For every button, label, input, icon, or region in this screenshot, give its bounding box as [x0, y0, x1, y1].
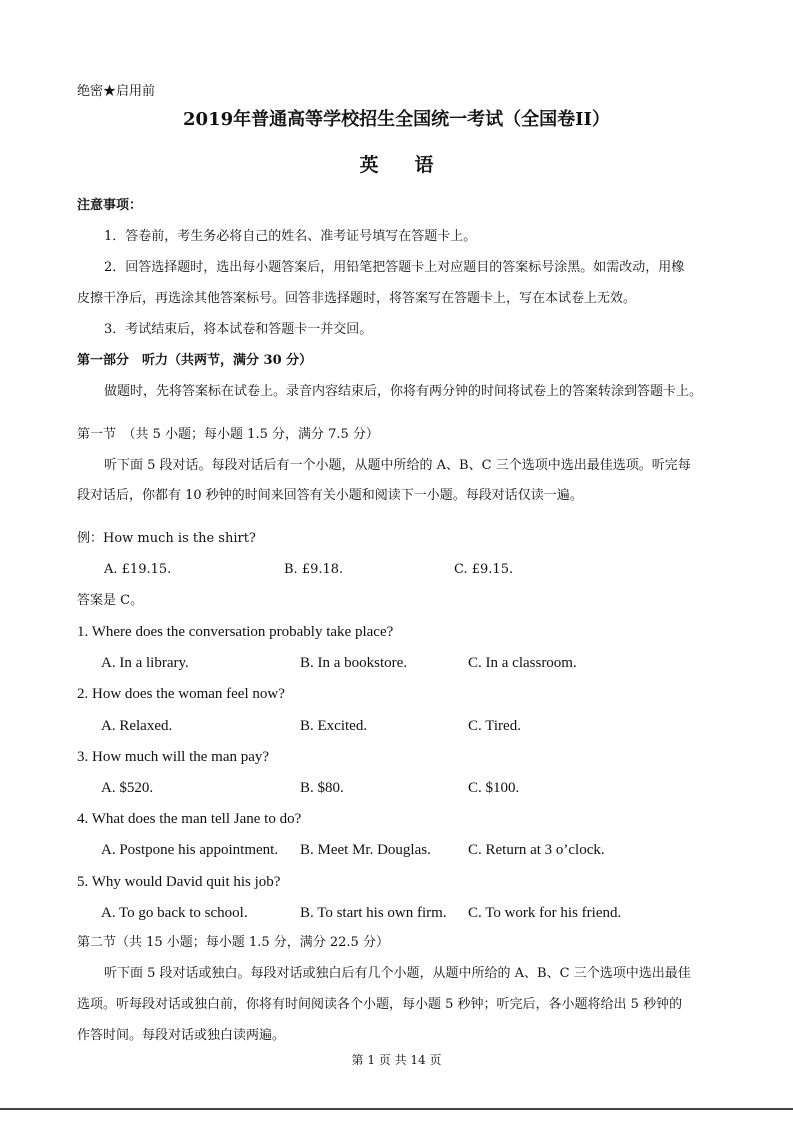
- subject-char-2: 语: [414, 154, 434, 176]
- section2-instruction-line-2: 选项。听每段对话或独白前，你将有时间阅读各个小题，每小题 5 秒钟；听完后，各小题将给出 5 秒钟的: [77, 997, 683, 1012]
- question-4-option-c: C. Return at 3 o’clock.: [468, 842, 605, 858]
- question-2: 2. How does the woman feel now?: [77, 686, 285, 702]
- notice-item-2-line-1: 2．回答选择题时，选出每小题答案后，用铅笔把答题卡上对应题目的答案标号涂黑。如需改动，用橡: [104, 260, 685, 275]
- question-5-option-b: B. To start his own firm.: [300, 905, 447, 921]
- subject-title: [0, 153, 793, 177]
- subject-char-1: 英: [359, 154, 379, 176]
- section2-instruction-line-1: 听下面 5 段对话或独白。每段对话或独白后有几个小题，从题中所给的 A、B、C 三个选项中选出最佳: [104, 966, 691, 981]
- question-1: 1. Where does the conversation probably take place?: [77, 624, 394, 640]
- question-1-option-a: A. In a library.: [101, 655, 189, 671]
- example-option-a: A. £19.15.: [104, 562, 172, 577]
- question-2-option-c: C. Tired.: [468, 718, 521, 734]
- section1-instruction-line-2: 段对话后，你都有 10 秒钟的时间来回答有关小题和阅读下一小题。每段对话仅读一遍。: [77, 488, 583, 503]
- question-4: 4. What does the man tell Jane to do?: [77, 811, 302, 827]
- notice-heading: 注意事项：: [77, 198, 143, 213]
- question-3: 3. How much will the man pay?: [77, 749, 270, 765]
- question-5-option-a: A. To go back to school.: [101, 905, 248, 921]
- question-1-option-b: B. In a bookstore.: [300, 655, 408, 671]
- question-5-option-c: C. To work for his friend.: [468, 905, 622, 921]
- example-answer: 答案是 C。: [77, 593, 144, 608]
- page-number: 第 1 页 共 14 页: [351, 1053, 442, 1067]
- example-option-b: B. £9.18.: [284, 562, 344, 577]
- example-question: 例：How much is the shirt?: [77, 531, 256, 546]
- example-option-c: C. £9.15.: [454, 562, 514, 577]
- question-1-option-c: C. In a classroom.: [468, 655, 577, 671]
- notice-item-3: 3．考试结束后，将本试卷和答题卡一并交回。: [104, 322, 373, 337]
- notice-item-2-line-2: 皮擦干净后，再选涂其他答案标号。回答非选择题时，将答案写在答题卡上，写在本试卷上无效。: [77, 291, 637, 306]
- question-2-option-a: A. Relaxed.: [101, 718, 173, 734]
- part1-heading: 第一部分 听力（共两节，满分 30 分）: [77, 353, 313, 368]
- question-3-option-a: A. $520.: [101, 780, 154, 796]
- question-5: 5. Why would David quit his job?: [77, 874, 281, 890]
- section2-instruction-line-3: 作答时间。每段对话或独白读两遍。: [77, 1028, 286, 1043]
- question-3-option-c: C. $100.: [468, 780, 520, 796]
- section1-instruction-line-1: 听下面 5 段对话。每段对话后有一个小题，从题中所给的 A、B、C 三个选项中选出最佳选项。听完每: [104, 458, 691, 473]
- question-3-option-b: B. $80.: [300, 780, 344, 796]
- bottom-divider: [0, 1108, 793, 1110]
- section1-heading: 第一节 （共 5 小题；每小题 1.5 分，满分 7.5 分）: [77, 427, 379, 442]
- exam-title: 2019年普通高等学校招生全国统一考试（全国卷II）: [183, 109, 610, 130]
- question-4-option-a: A. Postpone his appointment.: [101, 842, 279, 858]
- notice-item-1: 1．答卷前，考生务必将自己的姓名、准考证号填写在答题卡上。: [104, 229, 477, 244]
- question-2-option-b: B. Excited.: [300, 718, 368, 734]
- confidential-mark: 绝密★启用前: [77, 84, 156, 99]
- question-4-option-b: B. Meet Mr. Douglas.: [300, 842, 431, 858]
- section2-heading: 第二节（共 15 小题；每小题 1.5 分，满分 22.5 分）: [77, 935, 389, 950]
- part1-instruction: 做题时，先将答案标在试卷上。录音内容结束后，你将有两分钟的时间将试卷上的答案转涂到答题卡上。: [104, 384, 703, 399]
